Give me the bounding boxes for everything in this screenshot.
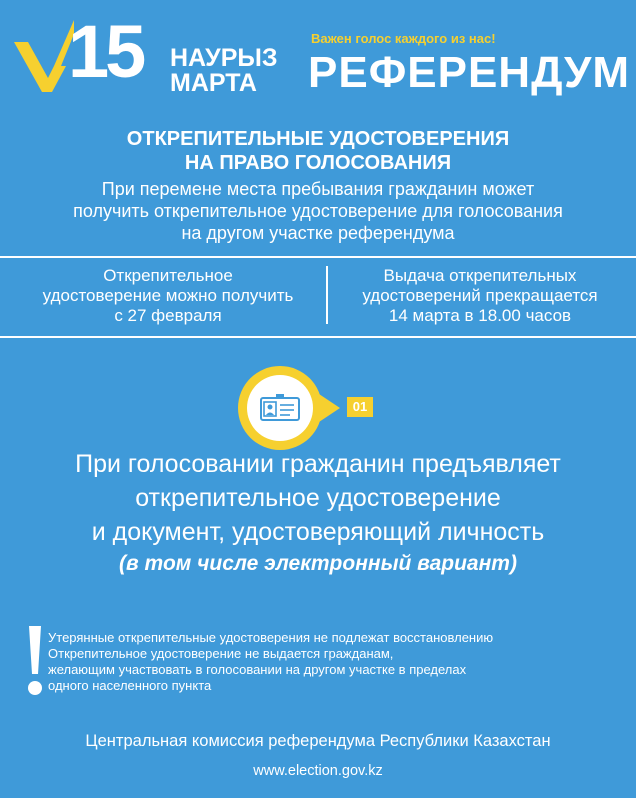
divider-top	[0, 256, 636, 258]
page-title: РЕФЕРЕНДУМ	[308, 48, 630, 97]
step-text-line: открепительное удостоверение	[135, 484, 501, 512]
issue-start-line: Открепительное	[103, 266, 233, 285]
date-number: 15	[68, 10, 143, 93]
section-heading-line2: НА ПРАВО ГОЛОСОВАНИЯ	[184, 152, 452, 174]
note-line: Открепительное удостоверение не выдается гражданам,	[48, 646, 394, 661]
divider-bottom	[0, 336, 636, 338]
exclamation-icon	[28, 626, 42, 696]
section-heading-line1: ОТКРЕПИТЕЛЬНЫЕ УДОСТОВЕРЕНИЯ	[126, 128, 510, 150]
issue-start-line: с 27 февраля	[114, 306, 222, 325]
issue-end-line: Выдача открепительных	[383, 266, 577, 285]
step-text-line: При голосовании гражданин предъявляет	[75, 450, 561, 478]
date-month-russian: МАРТА	[170, 69, 257, 97]
note-line: Утерянные открепительные удостоверения не подлежат восстановлению	[48, 630, 494, 645]
date-month-kazakh: НАУРЫЗ	[170, 44, 278, 72]
note-line: желающим участвовать в голосовании на другом участке в пределах	[48, 662, 467, 677]
footer-organization: Центральная комиссия референдума Республики Казахстан	[85, 732, 551, 750]
intro-line: на другом участке референдума	[181, 223, 455, 243]
referendum-logo-check-icon	[14, 20, 74, 92]
divider-vertical	[326, 266, 328, 324]
intro-text	[20, 178, 616, 244]
issue-start-text	[18, 266, 318, 326]
step-text-note: (в том числе электронный вариант)	[119, 552, 517, 575]
issue-start-line: удостоверение можно получить	[42, 286, 294, 305]
slogan: Важен голос каждого из нас!	[311, 31, 496, 46]
id-card-icon	[236, 362, 346, 452]
issue-end-line: удостоверений прекращается	[362, 286, 598, 305]
intro-line: При перемене места пребывания гражданин может	[101, 179, 535, 199]
intro-line: получить открепительное удостоверение для голосования	[73, 201, 563, 221]
note-line: одного населенного пункта	[48, 678, 212, 693]
issue-end-text	[330, 266, 630, 326]
issue-end-line: 14 марта в 18.00 часов	[388, 306, 572, 325]
footer-website-link[interactable]: www.election.gov.kz	[253, 763, 383, 779]
step-text-line: и документ, удостоверяющий личность	[91, 518, 545, 546]
step-number-badge: 01	[347, 397, 373, 417]
